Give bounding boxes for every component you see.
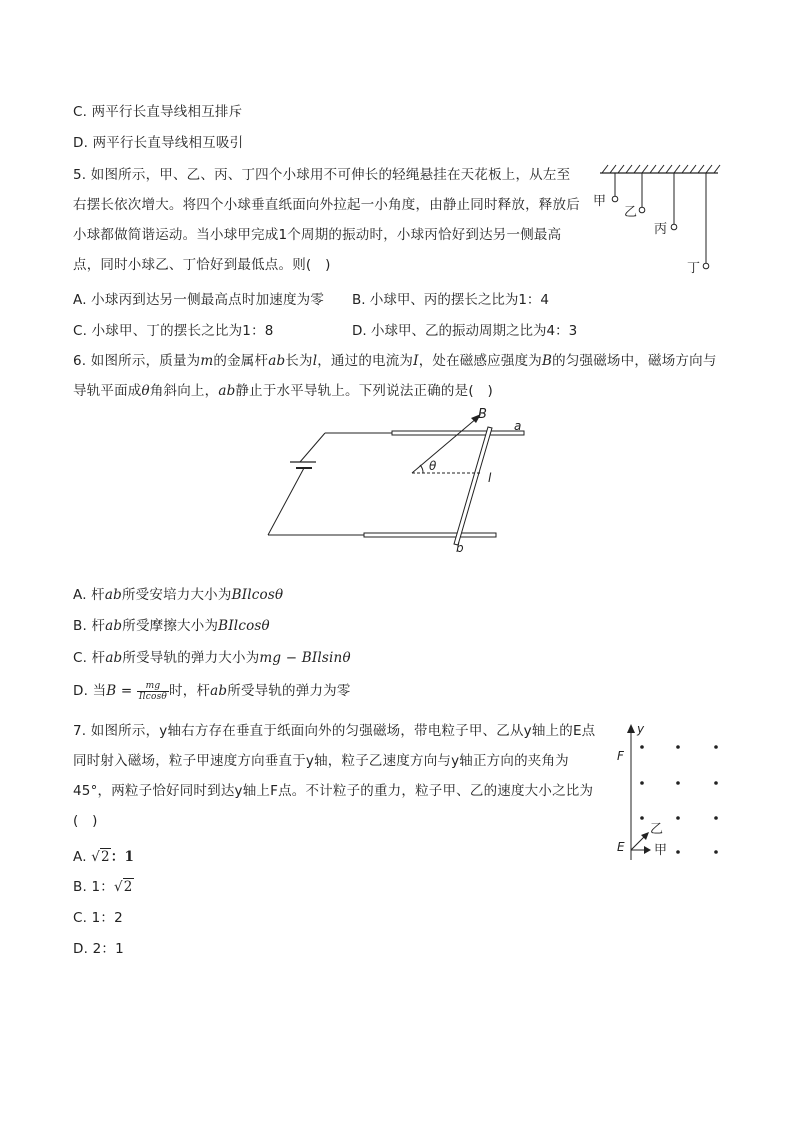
q6-option-b: B. 杆ab所受摩擦大小为BIlcosθ (73, 618, 270, 634)
q7-option-c: C. 1：2 (73, 910, 123, 926)
label-b-field: B (478, 407, 487, 422)
label-jia: 甲 (593, 194, 607, 209)
label-e: E (617, 840, 625, 854)
q7-option-a: A. √2：1 (73, 849, 135, 865)
label-particle-yi: 乙 (650, 822, 664, 837)
option-c-prev: C. 两平行长直导线相互排斥 (73, 104, 243, 120)
q5-option-b: B. 小球甲、丙的摆长之比为1：4 (352, 292, 550, 308)
q6-option-d: D. 当B = $\frac{mg}{Ilcos\theta}$ 时，杆ab所受导轨的弹力为零 (73, 680, 351, 702)
pendulum-figure (590, 160, 730, 280)
question-5-text: 5. 如图所示，甲、乙、丙、丁四个小球用不可伸长的轻绳悬挂在天花板上，从左至右摆长依次增大。将四个小球垂直纸面向外拉起一小角度，由静止同时释放，释放后小球都做简谐运动。当小球甲完成1个周期的振动时，小球丙恰好到达另一侧最高点，同时小球乙、丁恰好到最低点。则( ) (73, 167, 580, 273)
sqrt: √2 (91, 849, 110, 865)
magnetic-field-figure (610, 720, 730, 865)
q5-option-a: A. 小球丙到达另一侧最高点时加速度为零 (73, 292, 325, 308)
q6-option-c: C. 杆ab所受导轨的弹力大小为mg − BIlsinθ (73, 650, 351, 666)
q6-option-a: A. 杆ab所受安培力大小为BIlcosθ (73, 587, 284, 603)
q7-option-d: D. 2：1 (73, 941, 124, 957)
option-d-prev: D. 两平行长直导线相互吸引 (73, 135, 244, 151)
label-f: F (617, 749, 624, 763)
rail-figure (260, 402, 540, 562)
label-particle-jia: 甲 (654, 843, 668, 858)
label-yi: 乙 (624, 205, 638, 220)
label-bing: 丙 (654, 222, 668, 237)
q5-option-c: C. 小球甲、丁的摆长之比为1：8 (73, 323, 274, 339)
label-ding: 丁 (687, 261, 701, 276)
label-b: b (456, 541, 464, 555)
label-l: l (488, 471, 492, 485)
q5-option-d: D. 小球甲、乙的振动周期之比为4：3 (352, 323, 578, 339)
sqrt: √2 (113, 879, 133, 895)
fraction: $\frac{mg}{Ilcos\theta}$ (138, 680, 168, 702)
label-theta: θ (429, 459, 437, 473)
q7-option-b: B. 1：√2 (73, 879, 133, 895)
label-a: a (514, 419, 522, 433)
label-y: y (637, 722, 645, 736)
question-6-text: 6. 如图所示，质量为m的金属杆ab长为l，通过的电流为I，处在磁感应强度为B的匀强磁场中，磁场方向与导轨平面成θ角斜向上，ab静止于水平导轨上。下列说法正确的是( ) (73, 353, 717, 399)
question-7-text: 7. 如图所示，y轴右方存在垂直于纸面向外的匀强磁场，带电粒子甲、乙从y轴上的E点同时射入磁场，粒子甲速度方向垂直于y轴，粒子乙速度方向与y轴正方向的夹角为45°，两粒子恰好同时到达y轴上F点。不计粒子的重力，粒子甲、乙的速度大小之比为 ( ) (73, 723, 596, 829)
